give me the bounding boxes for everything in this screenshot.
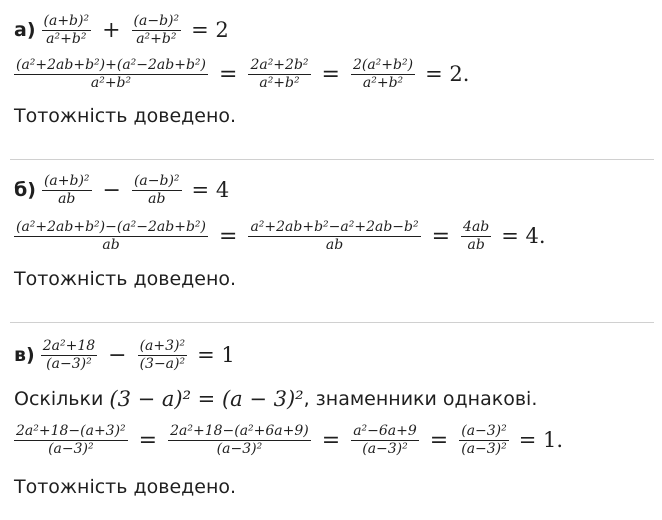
solution-c	[14, 418, 563, 462]
denominator: ab	[325, 236, 344, 253]
denominator: a²+b²	[136, 30, 177, 47]
operator: −	[108, 342, 127, 368]
numerator: (a+b)²	[43, 172, 90, 189]
denominator: (3−a)²	[139, 355, 186, 372]
fraction	[14, 57, 208, 92]
conclusion-a: Тотожність доведено.	[14, 105, 237, 127]
denominator: (a−3)²	[48, 440, 94, 457]
conclusion-b: Тотожність доведено.	[14, 268, 237, 290]
fraction	[14, 219, 208, 254]
fraction	[41, 338, 97, 373]
solution-a	[14, 52, 469, 96]
numerator: 2(a²+b²)	[352, 56, 414, 73]
task-c	[14, 333, 235, 377]
denominator: a²+b²	[362, 74, 404, 91]
numerator: 2a²+2b²	[250, 56, 309, 73]
operator: −	[102, 177, 121, 203]
fraction	[168, 423, 311, 458]
numerator: 4ab	[463, 218, 490, 235]
numerator: (a−b)²	[133, 172, 180, 189]
solution-b	[14, 214, 546, 258]
numerator: a²+2ab+b²−a²+2ab−b²	[250, 218, 419, 235]
fraction	[42, 13, 92, 48]
denominator: ab	[102, 236, 120, 253]
numerator: (a−b)²	[133, 12, 180, 29]
note-prefix: Оскільки	[14, 388, 110, 410]
task-a	[14, 8, 229, 52]
fraction	[351, 57, 415, 92]
equals-sign: =	[431, 223, 451, 249]
note-math: (3 − a)² = (a − 3)²	[109, 387, 304, 411]
denominator: (a−3)²	[46, 355, 92, 372]
fraction	[461, 219, 491, 254]
task-a-label: а)	[14, 19, 36, 41]
numerator: (a²+2ab+b²)−(a²−2ab+b²)	[16, 218, 206, 235]
equals-sign: =	[429, 427, 449, 453]
fraction	[132, 13, 182, 48]
equals-sign: =	[219, 61, 238, 87]
fraction	[42, 173, 92, 208]
note-suffix: , знаменники однакові.	[303, 388, 538, 410]
note-c	[14, 384, 537, 414]
divider	[10, 159, 654, 160]
task-b-label: б)	[14, 179, 36, 201]
task-b	[14, 168, 229, 212]
result: = 2.	[425, 62, 470, 86]
numerator: a²−6a+9	[353, 422, 417, 439]
denominator: ab	[467, 236, 485, 253]
numerator: (a+3)²	[139, 337, 186, 354]
divider	[10, 322, 654, 323]
denominator: (a−3)²	[362, 440, 408, 457]
denominator: ab	[148, 190, 166, 207]
equals-sign: =	[138, 427, 158, 453]
equals-sign: =	[321, 427, 341, 453]
denominator: ab	[58, 190, 76, 207]
numerator: 2a²+18−(a+3)²	[16, 422, 126, 439]
task-c-label: в)	[14, 344, 35, 366]
denominator: a²+b²	[90, 74, 132, 91]
equals-sign: =	[321, 61, 340, 87]
fraction	[459, 423, 509, 458]
numerator: (a+b)²	[43, 12, 90, 29]
equation-rhs: = 1	[197, 343, 235, 367]
conclusion-c: Тотожність доведено.	[14, 476, 237, 498]
equals-sign: =	[219, 223, 238, 249]
result: = 1.	[518, 428, 564, 452]
numerator: (a²+2ab+b²)+(a²−2ab+b²)	[16, 56, 206, 73]
fraction	[132, 173, 182, 208]
denominator: (a−3)²	[216, 440, 263, 457]
operator: +	[102, 17, 121, 43]
fraction	[138, 338, 188, 373]
fraction	[248, 57, 310, 92]
equation-rhs: = 2	[191, 18, 229, 42]
fraction	[14, 423, 128, 458]
fraction	[351, 423, 419, 458]
denominator: (a−3)²	[461, 440, 507, 457]
equation-rhs: = 4	[191, 178, 230, 202]
numerator: 2a²+18−(a²+6a+9)	[170, 422, 309, 439]
result: = 4.	[501, 224, 546, 248]
numerator: (a−3)²	[461, 422, 507, 439]
fraction	[248, 219, 420, 254]
denominator: a²+b²	[259, 74, 300, 91]
denominator: a²+b²	[46, 30, 87, 47]
numerator: 2a²+18	[42, 337, 96, 354]
